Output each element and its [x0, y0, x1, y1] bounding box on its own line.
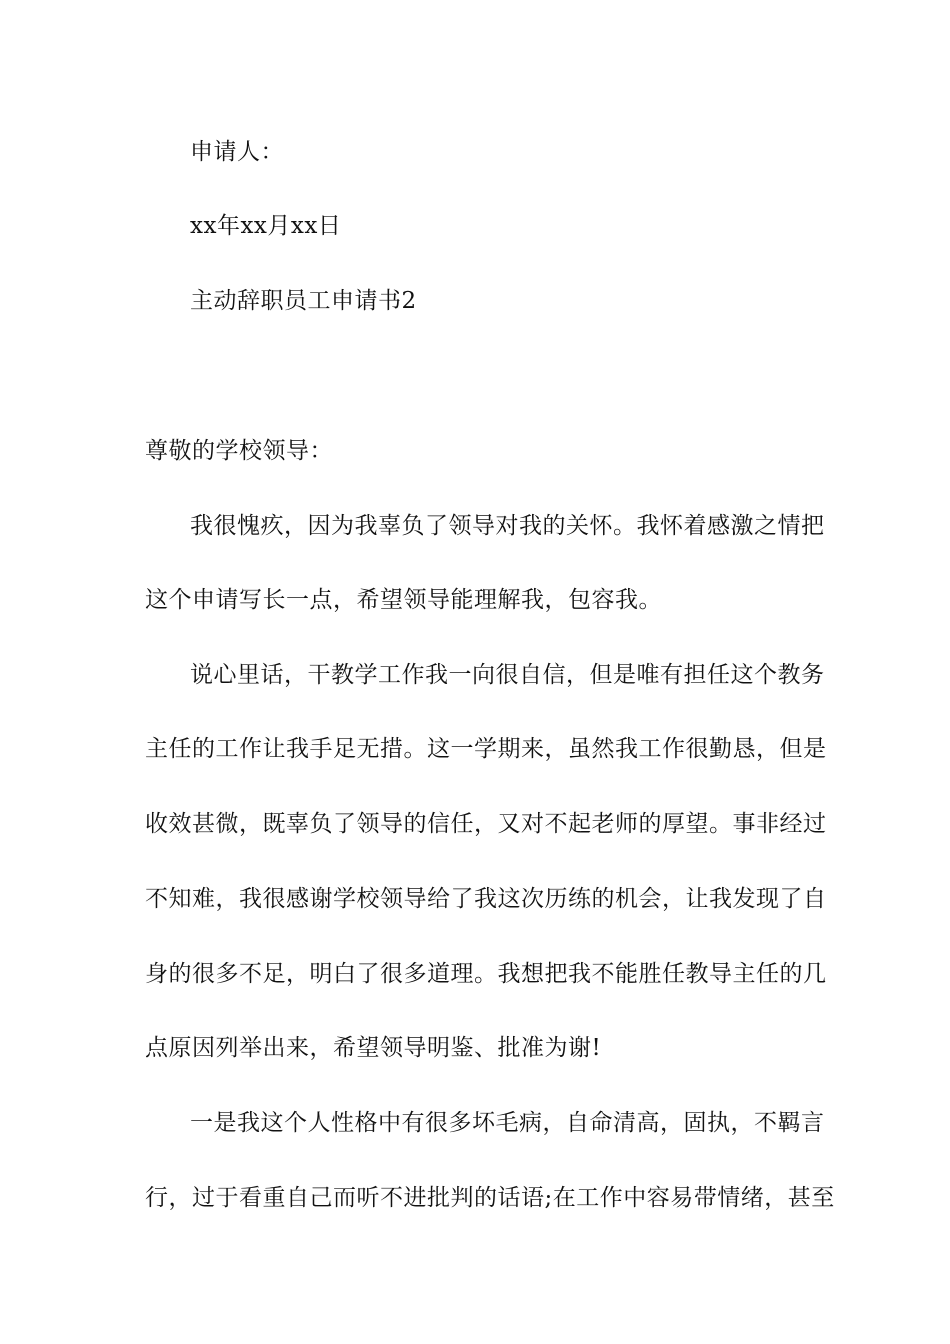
paragraph-line: 这个申请写长一点，希望领导能理解我，包容我。 — [145, 587, 662, 613]
paragraph-line: 不知难，我很感谢学校领导给了我这次历练的机会，让我发现了自 — [145, 886, 827, 912]
paragraph-line: 一是我这个人性格中有很多坏毛病，自命清高，固执，不羁言 — [190, 1110, 825, 1136]
document-title: 主动辞职员工申请书2 — [190, 288, 417, 314]
applicant-label: 申请人： — [190, 139, 284, 165]
date-line: xx年xx月xx日 — [190, 213, 342, 239]
paragraph-line: 点原因列举出来，希望领导明鉴、批准为谢! — [145, 1035, 602, 1061]
paragraph-line: 行，过于看重自己而听不进批判的话语;在工作中容易带情绪，甚至 — [145, 1185, 835, 1211]
paragraph-line: 身的很多不足，明白了很多道理。我想把我不能胜任教导主任的几 — [145, 961, 827, 987]
paragraph-line: 说心里话，干教学工作我一向很自信，但是唯有担任这个教务 — [190, 662, 825, 688]
paragraph-line: 主任的工作让我手足无措。这一学期来，虽然我工作很勤恳，但是 — [145, 736, 827, 762]
paragraph-line: 收效甚微，既辜负了领导的信任，又对不起老师的厚望。事非经过 — [145, 811, 827, 837]
paragraph-line: 我很愧疚，因为我辜负了领导对我的关怀。我怀着感激之情把 — [190, 513, 825, 539]
salutation: 尊敬的学校领导： — [145, 438, 333, 464]
